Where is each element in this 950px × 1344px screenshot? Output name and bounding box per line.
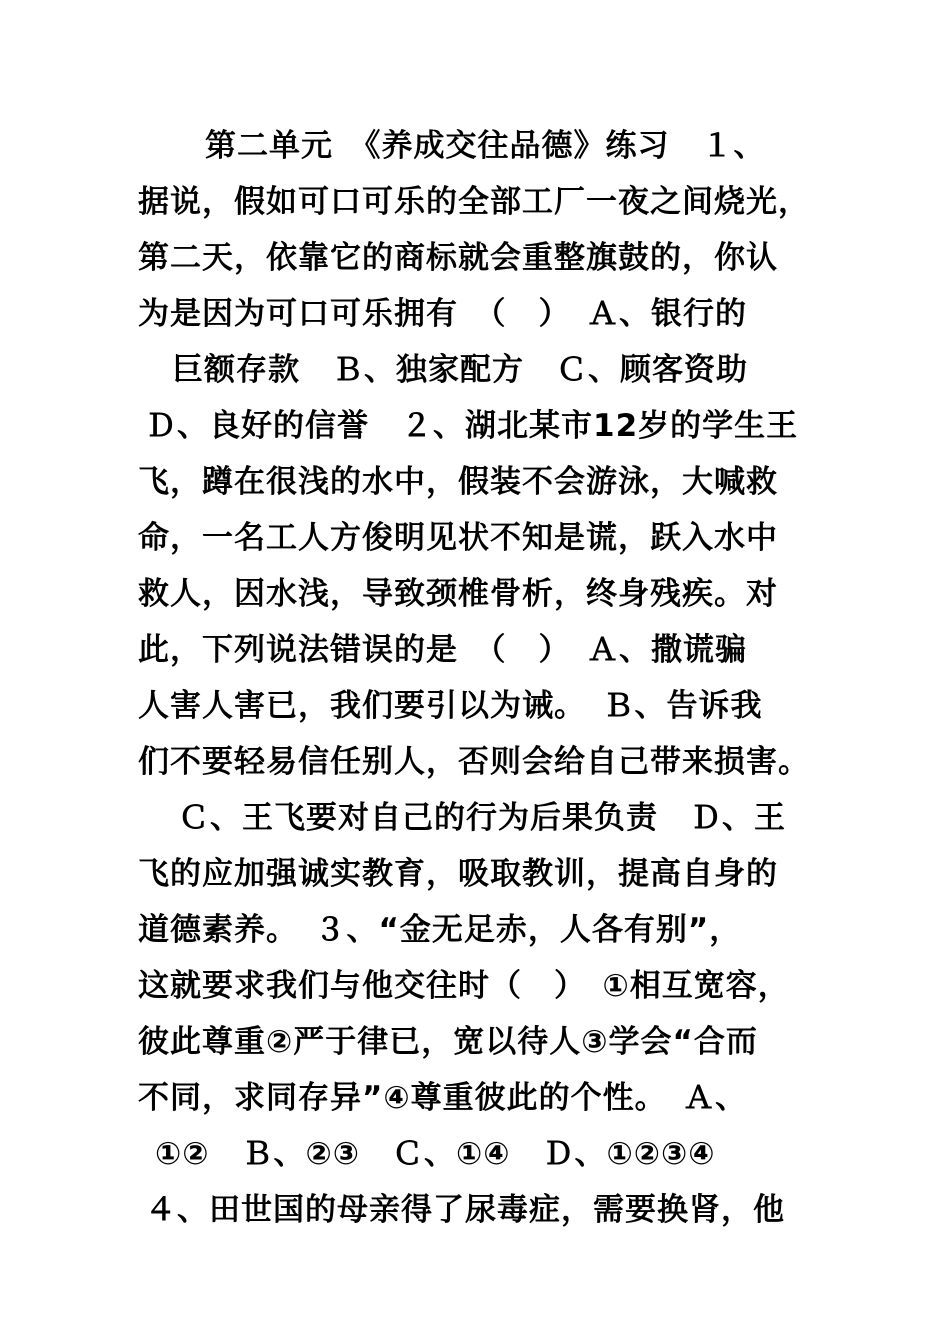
text-line-11: 人害人害已，我们要引以为诫。 Ｂ、告诉我 (138, 688, 763, 724)
text-line-13: Ｃ、王飞要对自己的行为后果负责 Ｄ、王 (178, 800, 786, 836)
text-line-16: 这就要求我们与他交往时（ ） ①相互宽容， (138, 968, 790, 1004)
text-line-7: 飞，蹲在很浅的水中，假装不会游泳，大喊救 (138, 464, 778, 500)
text-line-9: 救人，因水浅，导致颈椎骨析，终身残疾。对 (138, 576, 778, 612)
text-line-20: ４、田世国的母亲得了尿毒症，需要换肾，他 (145, 1192, 785, 1228)
text-line-8: 命，一名工人方俊明见状不知是谎，跃入水中 (138, 520, 778, 556)
text-line-3: 第二天，依靠它的商标就会重整旗鼓的，你认 (138, 240, 778, 276)
text-line-12: 们不要轻易信任别人，否则会给自己带来损害。 (138, 744, 810, 780)
text-line-19: ①② Ｂ、②③ Ｃ、①④ Ｄ、①②③④ (155, 1136, 716, 1172)
text-line-15: 道德素养。 ３、“金无足赤，人各有别”， (138, 912, 742, 948)
text-line-6: Ｄ、良好的信誉 ２、湖北某市12岁的学生王 (145, 408, 799, 444)
text-line-18: 不同，求同存异”④尊重彼此的个性。 Ａ、 (138, 1080, 748, 1116)
text-line-2: 据说，假如可口可乐的全部工厂一夜之间烧光， (138, 184, 810, 220)
text-line-10: 此，下列说法错误的是 （ ） Ａ、撒谎骗 (138, 632, 747, 668)
text-line-1: 第二单元 《养成交往品德》练习 １、 (205, 128, 766, 164)
text-line-5: 巨额存款 Ｂ、独家配方 Ｃ、顾客资助 (172, 352, 748, 388)
text-line-4: 为是因为可口可乐拥有 （ ） Ａ、银行的 (138, 296, 747, 332)
text-line-14: 飞的应加强诚实教育，吸取教训，提高自身的 (138, 856, 778, 892)
text-line-17: 彼此尊重②严于律已，宽以待人③学会“合而 (138, 1024, 758, 1060)
